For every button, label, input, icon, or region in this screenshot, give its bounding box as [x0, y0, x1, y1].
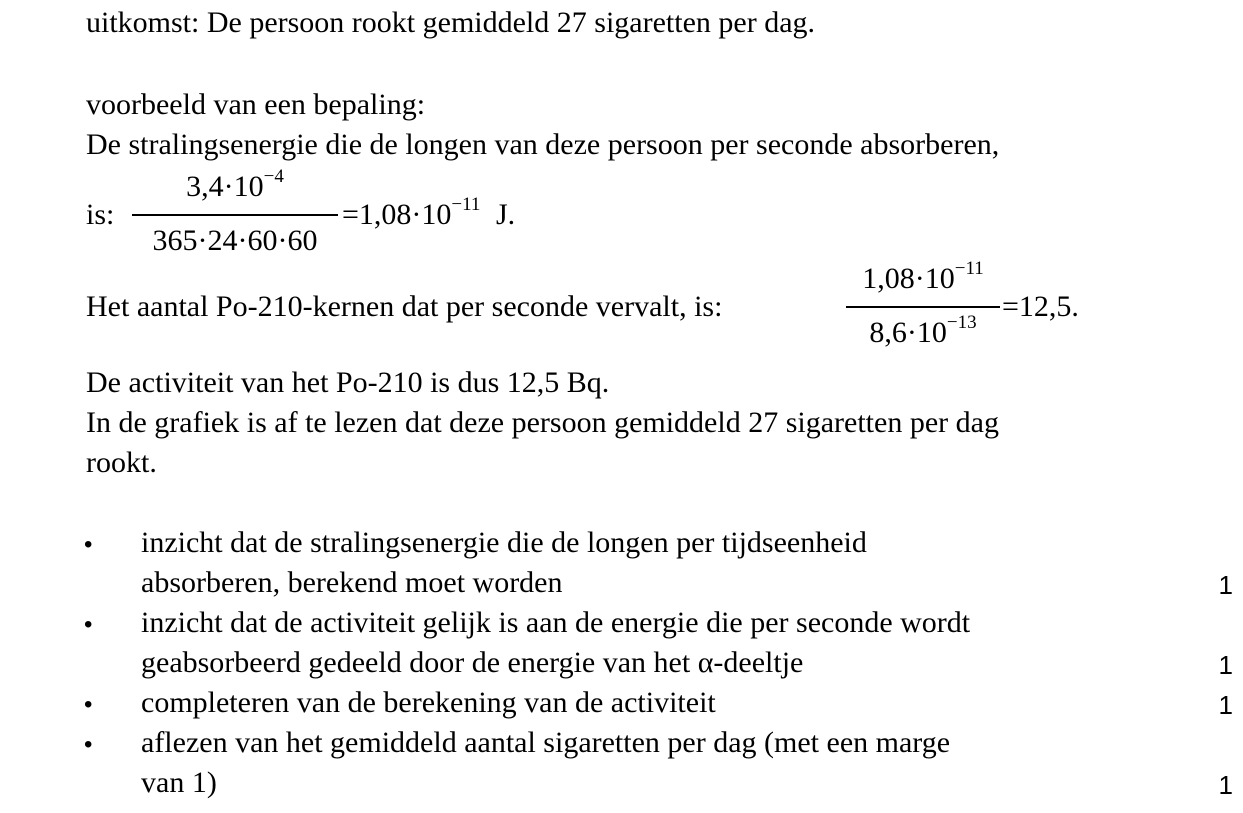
result-exponent: −11 [451, 194, 481, 215]
criterion-line2: absorberen, berekend moet worden [141, 566, 563, 599]
bullet-icon: • [84, 531, 93, 558]
denominator-exponent: −13 [946, 312, 977, 333]
fraction-numerator [132, 166, 338, 203]
equation-decay-text: Het aantal Po-210-kernen dat per seconde vervalt, is: [86, 290, 723, 323]
criterion-score: 1 [1218, 650, 1233, 680]
paragraph-energy: De stralingsenergie die de longen van deze persoon per seconde absorberen, [86, 128, 1000, 161]
criterion-line2: van 1) [141, 766, 217, 799]
criterion-line1: inzicht dat de activiteit gelijk is aan de energie die per seconde wordt [141, 606, 971, 639]
fraction-denominator [846, 312, 1000, 349]
numerator-base: 3,4·10 [186, 170, 264, 203]
fraction-bar [846, 306, 1000, 308]
result-base: =1,08·10 [342, 198, 452, 231]
result-unit: J. [495, 198, 516, 231]
fraction-denominator: 365·24·60·60 [152, 224, 318, 257]
example-heading: voorbeeld van een bepaling: [86, 88, 426, 121]
bullet-icon: • [84, 731, 93, 758]
bullet-icon: • [84, 611, 93, 638]
uitkomst-text: uitkomst: De persoon rookt gemiddeld 27 sigaretten per dag. [86, 6, 816, 39]
criterion-line1: completeren van de berekening van de activiteit [141, 686, 716, 719]
paragraph-activity: De activiteit van het Po-210 is dus 12,5 Bq. [86, 366, 610, 399]
criterion-score: 1 [1218, 770, 1233, 800]
bullet-icon: • [84, 691, 93, 718]
denominator-base: 8,6·10 [869, 316, 947, 349]
criterion-score: 1 [1218, 690, 1233, 720]
equation-result [342, 194, 516, 231]
criterion-line1: inzicht dat de stralingsenergie die de longen per tijdseenheid [141, 526, 867, 559]
equation-prefix: is: [86, 198, 115, 231]
paragraph-graph-line1: In de grafiek is af te lezen dat deze persoon gemiddeld 27 sigaretten per dag [86, 406, 999, 439]
fraction-energy [132, 166, 338, 258]
criterion-score: 1 [1218, 570, 1233, 600]
fraction-numerator [846, 258, 1000, 295]
paragraph-graph-line2: rookt. [86, 446, 157, 479]
numerator-exponent: −4 [263, 166, 284, 187]
fraction-decay [846, 258, 1000, 350]
numerator-base: 1,08·10 [862, 262, 955, 295]
fraction-bar [132, 214, 338, 216]
criterion-line1: aflezen van het gemiddeld aantal sigaretten per dag (met een marge [141, 726, 951, 759]
criterion-line2: geabsorbeerd gedeeld door de energie van het α-deeltje [141, 646, 804, 679]
numerator-exponent: −11 [954, 258, 984, 279]
equation-decay-result: =12,5. [1002, 290, 1079, 323]
